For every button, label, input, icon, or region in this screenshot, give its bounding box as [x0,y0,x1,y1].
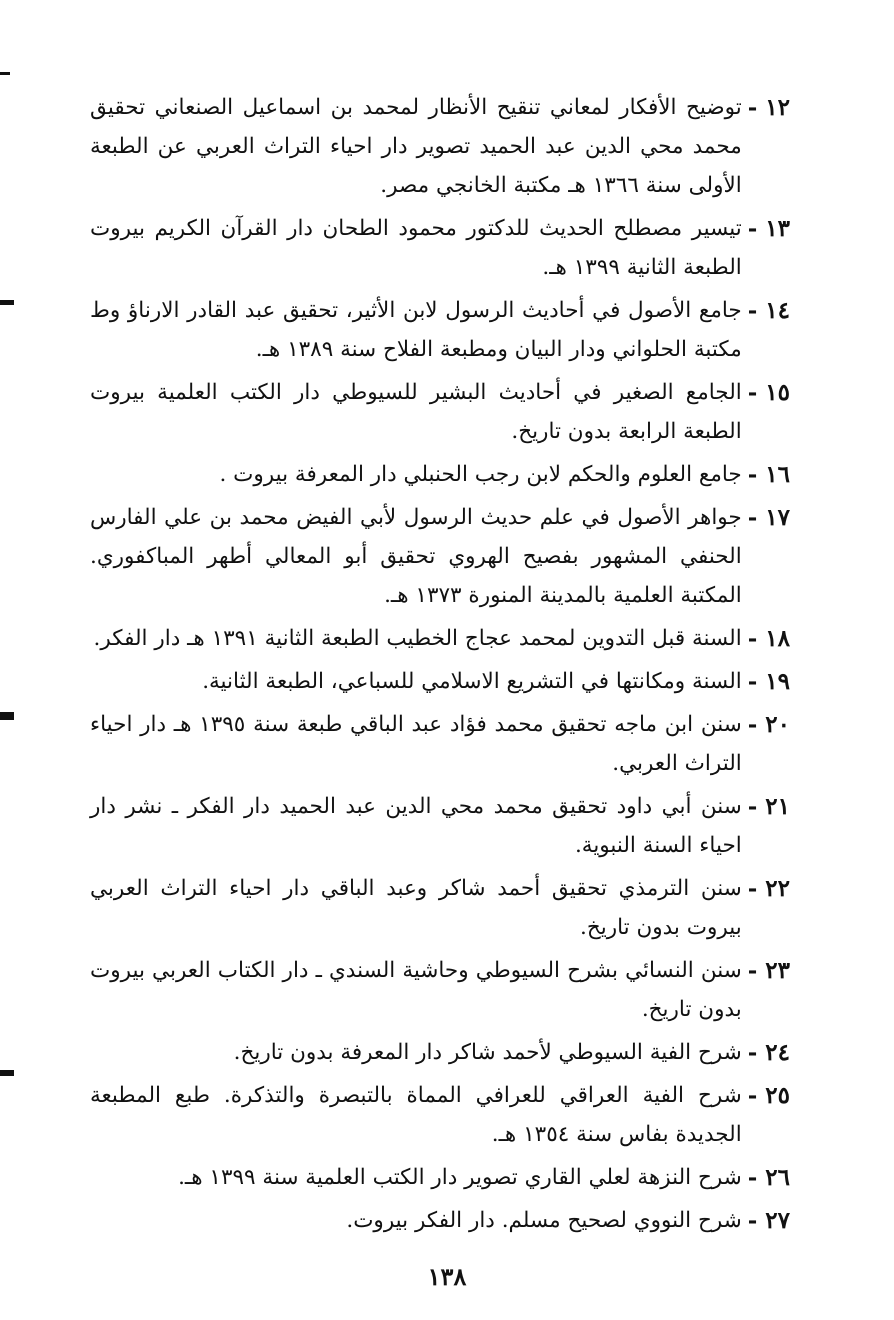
entry-text: جواهر الأصول في علم حديث الرسول لأبي الفيض محمد بن علي الفارس الحنفي المشهور بفصيح الهروي تحقيق أبو المعالي أطهر المباكفوري. المكتبة العلمية بالمدينة المنورة ١٣٧٣ هـ. [90,505,742,608]
entry-text: جامع الأصول في أحاديث الرسول لابن الأثير، تحقيق عبد القادر الارناؤ وط مكتبة الحلواني ودار البيان ومطبعة الفلاح سنة ١٣٨٩ هـ. [90,298,742,362]
entry-number: ١٤ - [747,297,790,324]
entry-text: سنن الترمذي تحقيق أحمد شاكر وعبد الباقي دار احياء التراث العربي بيروت بدون تاريخ. [90,876,742,940]
entry-text: سنن ابن ماجه تحقيق محمد فؤاد عبد الباقي طبعة سنة ١٣٩٥ هـ دار احياء التراث العربي. [90,712,742,776]
entry-number: ٢١ - [747,793,790,820]
entry-text: الجامع الصغير في أحاديث البشير للسيوطي دار الكتب العلمية بيروت الطبعة الرابعة بدون تاريخ. [90,380,742,444]
entry-number: ٢٧ - [747,1207,790,1234]
scan-edge-mark [0,72,10,75]
scan-edge-mark [0,712,14,720]
entry-number: ٢٠ - [747,711,790,738]
entry-number: ٢٦ - [747,1164,790,1191]
entry-text: شرح الفية العراقي للعرافي المماة بالتبصرة والتذكرة. طبع المطبعة الجديدة بفاس سنة ١٣٥٤ هـ. [90,1083,742,1147]
bibliography-entry-12 [90,88,790,205]
bibliography-entry-19 [90,662,790,701]
bibliography-list [90,88,790,1244]
entry-text: سنن أبي داود تحقيق محمد محي الدين عبد الحميد دار الفكر ـ نشر دار احياء السنة النبوية. [90,794,742,858]
bibliography-entry-23 [90,951,790,1029]
entry-number: ١٧ - [747,504,790,531]
entry-number: ١٦ - [747,461,790,488]
bibliography-entry-20 [90,705,790,783]
entry-text: جامع العلوم والحكم لابن رجب الحنبلي دار المعرفة بيروت . [219,462,742,487]
entry-text: شرح النووي لصحيح مسلم. دار الفكر بيروت. [346,1208,742,1233]
entry-number: ٢٤ - [747,1039,790,1066]
bibliography-entry-17 [90,498,790,615]
entry-number: ١٢ - [747,94,790,121]
bibliography-entry-25 [90,1076,790,1154]
entry-number: ٢٣ - [747,957,790,984]
page-number: ١٣٨ [427,1262,467,1291]
bibliography-entry-13 [90,209,790,287]
entry-number: ٢٥ - [747,1082,790,1109]
entry-text: السنة ومكانتها في التشريع الاسلامي للسباعي، الطبعة الثانية. [202,669,742,694]
entry-text: السنة قبل التدوين لمحمد عجاج الخطيب الطبعة الثانية ١٣٩١ هـ دار الفكر. [93,626,742,651]
bibliography-entry-16 [90,455,790,494]
bibliography-entry-22 [90,869,790,947]
bibliography-entry-24 [90,1033,790,1072]
entry-text: شرح الفية السيوطي لأحمد شاكر دار المعرفة بدون تاريخ. [233,1040,742,1065]
scan-edge-mark [0,1070,14,1076]
bibliography-entry-15 [90,373,790,451]
entry-number: ٢٢ - [747,875,790,902]
entry-number: ١٨ - [747,625,790,652]
entry-text: سنن النسائي بشرح السيوطي وحاشية السندي ـ دار الكتاب العربي بيروت بدون تاريخ. [90,958,742,1022]
bibliography-entry-14 [90,291,790,369]
bibliography-entry-21 [90,787,790,865]
bibliography-entry-18 [90,619,790,658]
entry-number: ١٥ - [747,379,790,406]
entry-text: تيسير مصطلح الحديث للدكتور محمود الطحان دار القرآن الكريم بيروت الطبعة الثانية ١٣٩٩ هـ. [90,216,742,280]
entry-number: ١٣ - [747,215,790,242]
entry-text: شرح النزهة لعلي القاري تصوير دار الكتب العلمية سنة ١٣٩٩ هـ. [178,1165,742,1190]
scan-edge-mark [0,300,14,305]
entry-text: توضيح الأفكار لمعاني تنقيح الأنظار لمحمد بن اسماعيل الصنعاني تحقيق محمد محي الدين عبد الحميد تصوير دار احياء التراث العربي عن الطبعة الأولى سنة ١٣٦٦ هـ مكتبة الخانجي مصر. [90,95,742,198]
bibliography-entry-27 [90,1201,790,1240]
entry-number: ١٩ - [747,668,790,695]
bibliography-entry-26 [90,1158,790,1197]
